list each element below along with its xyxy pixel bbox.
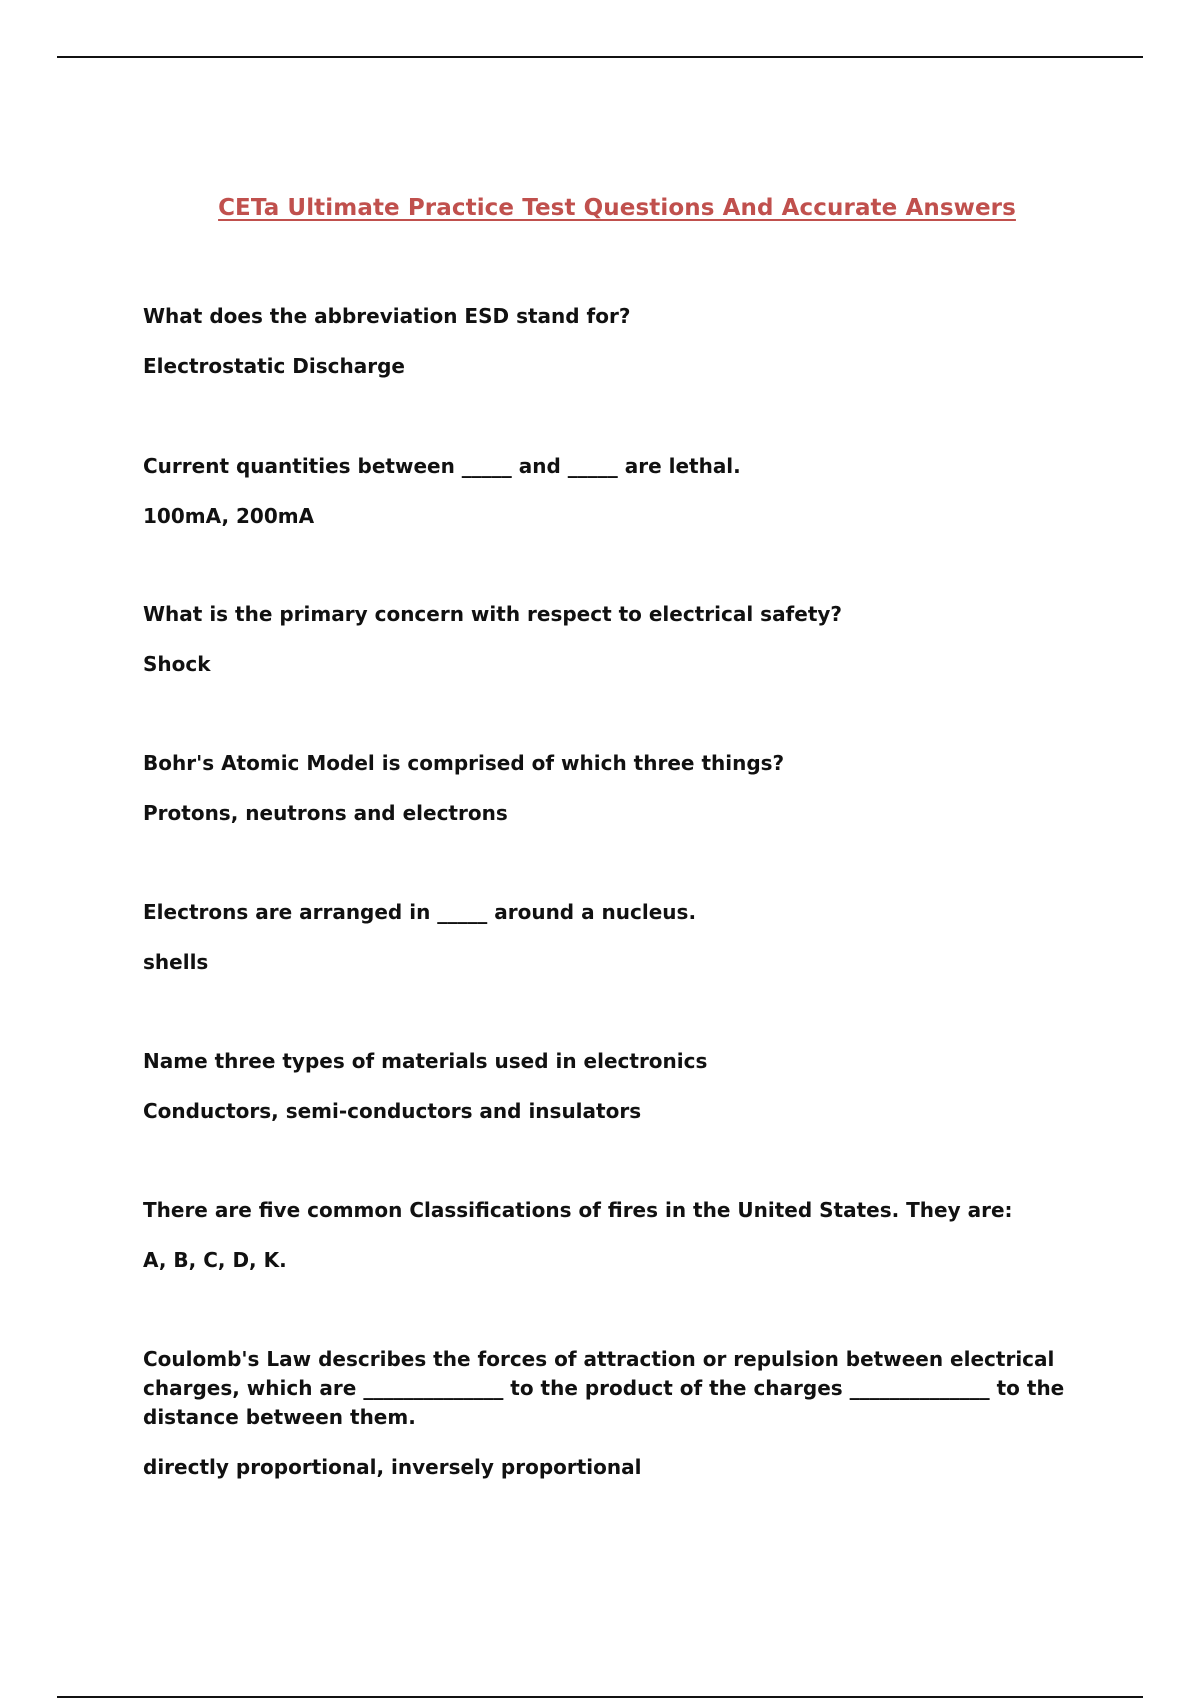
question-text: Electrons are arranged in _____ around a nucleus. bbox=[143, 900, 697, 924]
qa-item-8 bbox=[143, 1345, 1093, 1482]
bottom-rule bbox=[57, 1696, 1143, 1698]
qa-item-3 bbox=[143, 600, 1093, 679]
qa-item-6 bbox=[143, 1047, 1093, 1126]
question-text: Current quantities between _____ and _____ are lethal. bbox=[143, 454, 741, 478]
question-text: Coulomb's Law describes the forces of attraction or repulsion between electrical charges, which are ______________ to the product of the charges ______________ to the distance between them. bbox=[143, 1347, 1065, 1429]
question-text: What does the abbreviation ESD stand for? bbox=[143, 304, 631, 328]
top-rule bbox=[57, 56, 1143, 58]
answer-text: Protons, neutrons and electrons bbox=[143, 801, 508, 825]
answer-text: 100mA, 200mA bbox=[143, 504, 315, 528]
document-title: CETa Ultimate Practice Test Questions And Accurate Answers bbox=[218, 195, 1016, 221]
qa-item-1 bbox=[143, 302, 1093, 381]
qa-item-7 bbox=[143, 1196, 1093, 1275]
question-text: There are five common Classifications of fires in the United States. They are: bbox=[143, 1198, 1013, 1222]
answer-text: Shock bbox=[143, 652, 211, 676]
answer-text: directly proportional, inversely proportional bbox=[143, 1455, 642, 1479]
answer-text: shells bbox=[143, 950, 209, 974]
question-text: What is the primary concern with respect to electrical safety? bbox=[143, 602, 843, 626]
answer-text: Electrostatic Discharge bbox=[143, 354, 405, 378]
answer-text: Conductors, semi-conductors and insulators bbox=[143, 1099, 642, 1123]
qa-item-5 bbox=[143, 898, 1093, 977]
qa-item-4 bbox=[143, 749, 1093, 828]
answer-text: A, B, C, D, K. bbox=[143, 1248, 287, 1272]
question-text: Bohr's Atomic Model is comprised of which three things? bbox=[143, 751, 785, 775]
question-text: Name three types of materials used in electronics bbox=[143, 1049, 708, 1073]
qa-item-2 bbox=[143, 452, 1093, 531]
